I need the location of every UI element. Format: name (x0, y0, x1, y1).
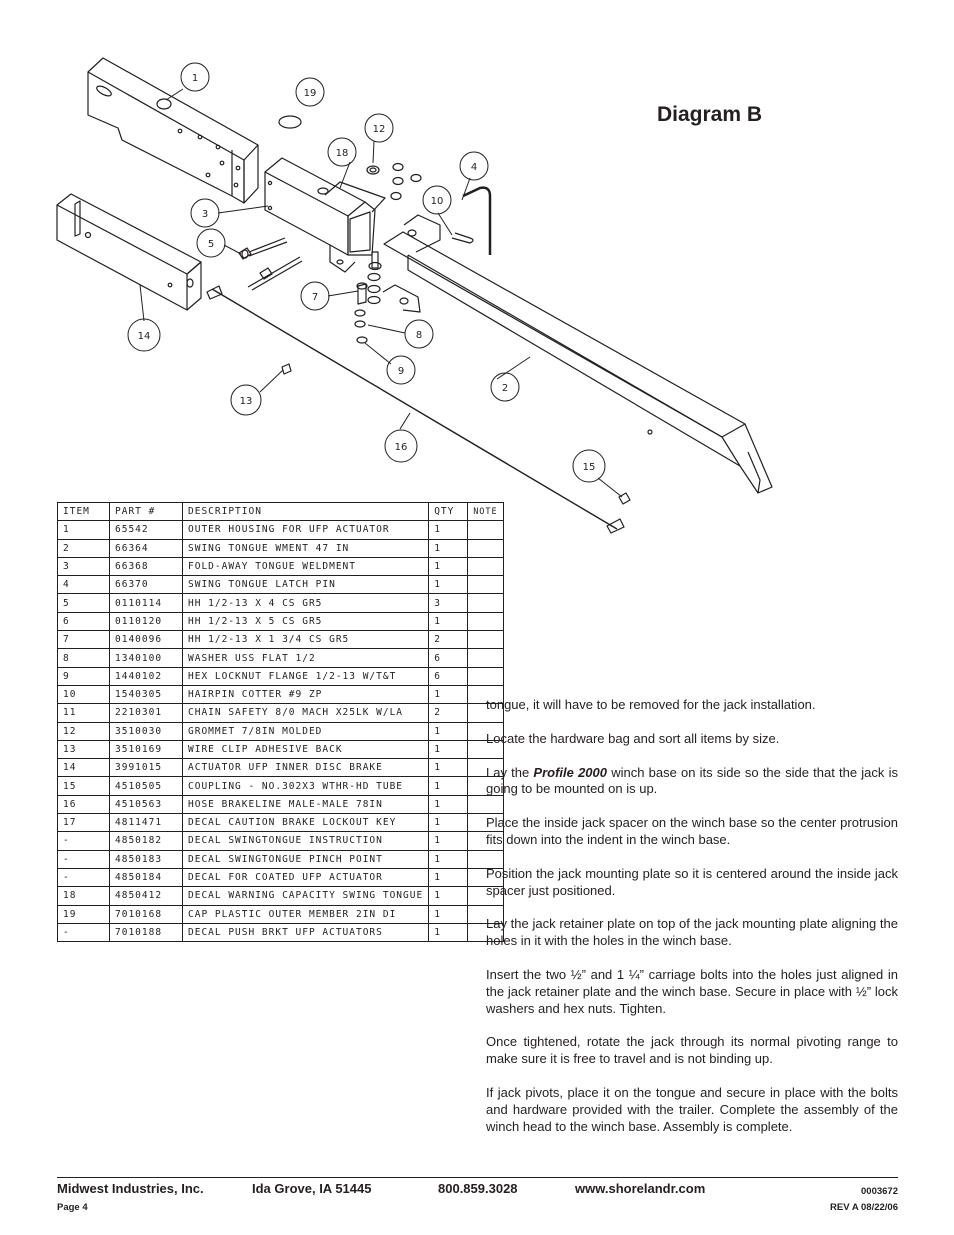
qty-cell: 1 (429, 887, 468, 905)
part-number-cell: 4811471 (110, 814, 183, 832)
part-number-cell: 4850182 (110, 832, 183, 850)
qty-cell: 1 (429, 576, 468, 594)
description-cell: SWING TONGUE LATCH PIN (183, 576, 429, 594)
description-cell: DECAL SWINGTONGUE INSTRUCTION (183, 832, 429, 850)
description-cell: HOSE BRAKELINE MALE-MALE 78IN (183, 795, 429, 813)
description-cell: DECAL PUSH BRKT UFP ACTUATORS (183, 923, 429, 941)
callout-label: 7 (311, 292, 319, 303)
cap-part (279, 116, 301, 128)
actuator-inner-part (57, 194, 201, 310)
instruction-text: winch base on its side so the side that the jack is going to be mounted on is up. (486, 764, 898, 797)
item-cell: 17 (58, 814, 110, 832)
part-number-cell: 0110114 (110, 594, 183, 612)
item-cell: 1 (58, 521, 110, 539)
qty-cell: 1 (429, 685, 468, 703)
note-cell (468, 667, 503, 685)
leader-lines (137, 89, 622, 497)
description-cell: DECAL CAUTION BRAKE LOCKOUT KEY (183, 814, 429, 832)
table-row (58, 850, 504, 868)
assembly-instructions (486, 697, 898, 1152)
part-number-cell: 66370 (110, 576, 183, 594)
item-cell: - (58, 832, 110, 850)
table-row (58, 740, 504, 758)
footer-doc-number: 0003672 (861, 1186, 898, 1197)
description-cell: HAIRPIN COTTER #9 ZP (183, 685, 429, 703)
callout-labels (138, 73, 596, 473)
qty-cell: 1 (429, 850, 468, 868)
part-number-cell: 4850412 (110, 887, 183, 905)
instruction-paragraph: If jack pivots, place it on the tongue and secure in place with the bolts and hardware provided with the trailer. Complete the assembly of the winch head to the winch base. Assembly is complete. (486, 1084, 898, 1134)
callout-label: 12 (372, 124, 386, 135)
hardware-stack (355, 252, 381, 343)
qty-cell: 1 (429, 905, 468, 923)
qty-cell: 2 (429, 704, 468, 722)
footer-company: Midwest Industries, Inc. (57, 1181, 204, 1196)
qty-cell: 1 (429, 759, 468, 777)
part-number-cell: 0140096 (110, 631, 183, 649)
part-number-cell: 66368 (110, 557, 183, 575)
note-cell (468, 612, 503, 630)
table-row (58, 887, 504, 905)
item-cell: 8 (58, 649, 110, 667)
table-row (58, 759, 504, 777)
table-row (58, 777, 504, 795)
description-cell: GROMMET 7/8IN MOLDED (183, 722, 429, 740)
part-number-cell: 4510505 (110, 777, 183, 795)
item-cell: 13 (58, 740, 110, 758)
qty-cell: 1 (429, 612, 468, 630)
instruction-paragraph: tongue, it will have to be removed for the jack installation. (486, 697, 816, 712)
item-cell: 18 (58, 887, 110, 905)
qty-cell: 1 (429, 539, 468, 557)
callout-label: 13 (239, 396, 253, 407)
table-row (58, 923, 504, 941)
qty-cell: 1 (429, 795, 468, 813)
part-number-cell: 7010168 (110, 905, 183, 923)
qty-cell: 6 (429, 667, 468, 685)
note-cell (468, 557, 503, 575)
callout-label: 16 (394, 442, 408, 453)
callout-label: 3 (201, 209, 209, 220)
part-number-cell: 7010188 (110, 923, 183, 941)
callout-label: 4 (470, 162, 478, 173)
item-cell: 7 (58, 631, 110, 649)
column-header-item: ITEM (58, 503, 110, 521)
description-cell: HH 1/2-13 X 4 CS GR5 (183, 594, 429, 612)
item-cell: 5 (58, 594, 110, 612)
description-cell: SWING TONGUE WMENT 47 IN (183, 539, 429, 557)
part-number-cell: 3510169 (110, 740, 183, 758)
footer-revision: REV A 08/22/06 (830, 1202, 898, 1213)
note-cell (468, 649, 503, 667)
description-cell: DECAL SWINGTONGUE PINCH POINT (183, 850, 429, 868)
note-cell (468, 576, 503, 594)
part-number-cell: 4510563 (110, 795, 183, 813)
description-cell: WIRE CLIP ADHESIVE BACK (183, 740, 429, 758)
table-row (58, 649, 504, 667)
description-cell: HEX LOCKNUT FLANGE 1/2-13 W/T&T (183, 667, 429, 685)
table-row (58, 667, 504, 685)
part-number-cell: 2210301 (110, 704, 183, 722)
instruction-paragraph: Locate the hardware bag and sort all items by size. (486, 730, 780, 746)
table-row (58, 576, 504, 594)
item-cell: 3 (58, 557, 110, 575)
part-number-cell: 3510030 (110, 722, 183, 740)
callout-label: 9 (397, 366, 405, 377)
qty-cell: 1 (429, 923, 468, 941)
table-row (58, 557, 504, 575)
item-cell: 15 (58, 777, 110, 795)
table-row (58, 685, 504, 703)
table-row (58, 631, 504, 649)
fold-away-tongue-weldment-part (265, 158, 385, 272)
callout-label: 14 (137, 331, 151, 342)
column-header-note: NOTE (468, 503, 503, 521)
item-cell: 14 (58, 759, 110, 777)
callout-label: 18 (335, 148, 349, 159)
instruction-paragraph: Once tightened, rotate the jack through its normal pivoting range to make sure it is free to travel and is not binding up. (486, 1034, 898, 1067)
callout-circles (128, 63, 605, 482)
qty-cell: 3 (429, 594, 468, 612)
qty-cell: 1 (429, 777, 468, 795)
product-name: Profile 2000 (533, 764, 607, 780)
instruction-paragraph: Position the jack mounting plate so it is centered around the inside jack spacer just positioned. (486, 865, 898, 898)
latch-pin-part (463, 188, 490, 255)
callout-label: 2 (501, 383, 509, 394)
qty-cell: 1 (429, 722, 468, 740)
exploded-parts-diagram (0, 0, 954, 545)
column-header-part-number: PART # (110, 503, 183, 521)
table-row (58, 539, 504, 557)
description-cell: COUPLING - NO.302X3 WTHR-HD TUBE (183, 777, 429, 795)
item-cell: 4 (58, 576, 110, 594)
callout-label: 8 (415, 330, 423, 341)
qty-cell: 1 (429, 868, 468, 886)
brake-hose-part (207, 286, 624, 533)
table-row (58, 814, 504, 832)
instruction-paragraph (486, 765, 898, 799)
footer-divider (57, 1177, 898, 1178)
part-number-cell: 4850183 (110, 850, 183, 868)
item-cell: - (58, 850, 110, 868)
table-row (58, 832, 504, 850)
note-cell (468, 631, 503, 649)
description-cell: DECAL WARNING CAPACITY SWING TONGUE (183, 887, 429, 905)
part-number-cell: 3991015 (110, 759, 183, 777)
diagram-title: Diagram B (657, 103, 763, 126)
table-row (58, 722, 504, 740)
bolt-pair (239, 238, 302, 290)
item-cell: 16 (58, 795, 110, 813)
callout-label: 10 (430, 196, 444, 207)
part-number-cell: 4850184 (110, 868, 183, 886)
footer-website: www.shorelandr.com (575, 1181, 706, 1196)
description-cell: CAP PLASTIC OUTER MEMBER 2IN DI (183, 905, 429, 923)
note-cell (468, 594, 503, 612)
note-cell (468, 521, 503, 539)
description-cell: HH 1/2-13 X 1 3/4 CS GR5 (183, 631, 429, 649)
column-header-description: DESCRIPTION (183, 503, 429, 521)
item-cell: - (58, 868, 110, 886)
table-header-row (58, 503, 504, 521)
instruction-paragraph: Place the inside jack spacer on the winch base so the center protrusion fits down into the indent in the winch base. (486, 815, 898, 847)
description-cell: DECAL FOR COATED UFP ACTUATOR (183, 868, 429, 886)
footer-page-number: Page 4 (57, 1202, 88, 1213)
item-cell: - (58, 923, 110, 941)
callout-label: 15 (582, 462, 596, 473)
description-cell: CHAIN SAFETY 8/0 MACH X25LK W/LA (183, 704, 429, 722)
outer-housing-part (88, 58, 258, 203)
parts-table-body (58, 521, 504, 942)
coupling-part (619, 493, 630, 504)
callout-label: 19 (303, 88, 317, 99)
item-cell: 19 (58, 905, 110, 923)
part-number-cell: 0110120 (110, 612, 183, 630)
table-row (58, 612, 504, 630)
table-row (58, 795, 504, 813)
parts-table (57, 502, 504, 942)
locknut-group (391, 164, 421, 200)
footer-phone: 800.859.3028 (438, 1181, 518, 1196)
column-header-qty: QTY (429, 503, 468, 521)
table-row (58, 905, 504, 923)
table-row (58, 521, 504, 539)
part-number-cell: 1340100 (110, 649, 183, 667)
description-cell: ACTUATOR UFP INNER DISC BRAKE (183, 759, 429, 777)
item-cell: 2 (58, 539, 110, 557)
instruction-paragraph: Insert the two ½” and 1 ¼” carriage bolts into the holes just aligned in the jack retainer plate and the winch base. Secure in place with ½” lock washers and hex nuts. Tighten. (486, 966, 898, 1016)
callout-label: 1 (191, 73, 199, 84)
wire-clip-part (282, 364, 291, 374)
part-number-cell: 1440102 (110, 667, 183, 685)
grommet-part (367, 166, 379, 174)
qty-cell: 6 (429, 649, 468, 667)
item-cell: 12 (58, 722, 110, 740)
instruction-text: Lay the (486, 764, 534, 780)
part-number-cell: 65542 (110, 521, 183, 539)
swing-tongue-part (383, 215, 772, 493)
table-row (58, 868, 504, 886)
qty-cell: 1 (429, 832, 468, 850)
footer-city: Ida Grove, IA 51445 (252, 1181, 372, 1196)
instruction-paragraph: Lay the jack retainer plate on top of the jack mounting plate aligning the holes in it with the holes in the winch base. (486, 916, 898, 949)
note-cell (468, 539, 503, 557)
description-cell: WASHER USS FLAT 1/2 (183, 649, 429, 667)
callout-label: 5 (207, 239, 215, 250)
item-cell: 10 (58, 685, 110, 703)
item-cell: 6 (58, 612, 110, 630)
qty-cell: 1 (429, 740, 468, 758)
table-row (58, 704, 504, 722)
description-cell: OUTER HOUSING FOR UFP ACTUATOR (183, 521, 429, 539)
item-cell: 9 (58, 667, 110, 685)
hairpin-cotter-part (452, 233, 473, 243)
qty-cell: 1 (429, 521, 468, 539)
qty-cell: 1 (429, 557, 468, 575)
description-cell: FOLD-AWAY TONGUE WELDMENT (183, 557, 429, 575)
part-number-cell: 66364 (110, 539, 183, 557)
part-number-cell: 1540305 (110, 685, 183, 703)
item-cell: 11 (58, 704, 110, 722)
description-cell: HH 1/2-13 X 5 CS GR5 (183, 612, 429, 630)
qty-cell: 2 (429, 631, 468, 649)
qty-cell: 1 (429, 814, 468, 832)
table-row (58, 594, 504, 612)
